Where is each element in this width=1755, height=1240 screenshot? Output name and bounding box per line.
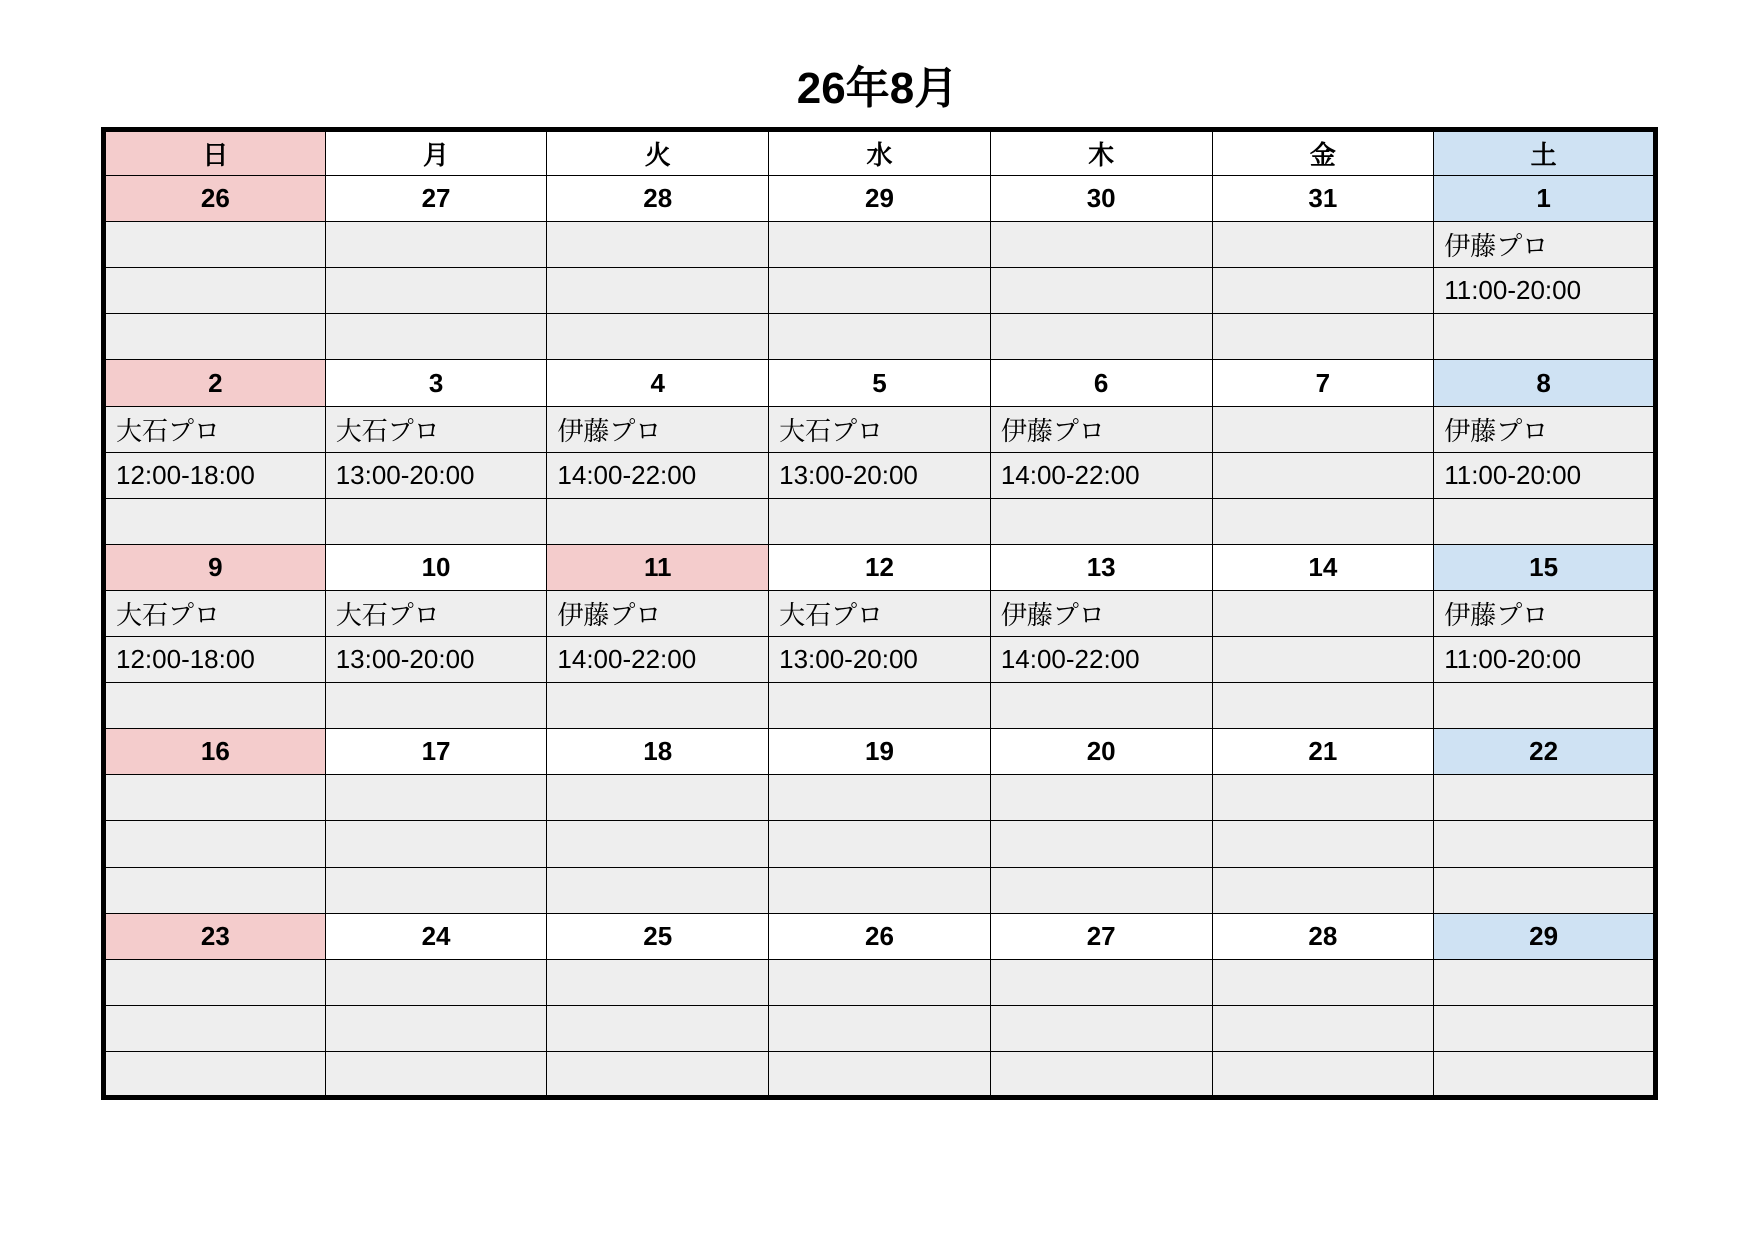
empty-slot-cell[interactable] (769, 867, 991, 913)
staff-name-cell[interactable] (1212, 959, 1434, 1005)
empty-slot-cell[interactable] (325, 867, 547, 913)
empty-slot-cell[interactable] (547, 867, 769, 913)
schedule-slot-row (104, 821, 1656, 867)
empty-slot-cell[interactable] (1212, 1051, 1434, 1097)
empty-slot-cell[interactable] (1434, 1051, 1656, 1097)
staff-name-cell[interactable] (325, 222, 547, 268)
staff-name-cell[interactable] (325, 959, 547, 1005)
date-cell[interactable]: 2 (104, 360, 326, 406)
staff-name-cell[interactable]: 伊藤プロ (547, 406, 769, 452)
staff-name-cell[interactable] (990, 775, 1212, 821)
schedule-slot-row (104, 1051, 1656, 1097)
shift-time-cell[interactable]: 11:00-20:00 (1434, 268, 1656, 314)
weekday-header-sat: 土 (1434, 130, 1656, 176)
empty-slot-cell[interactable] (104, 683, 326, 729)
staff-name-cell[interactable] (104, 222, 326, 268)
empty-slot-cell[interactable] (1434, 314, 1656, 360)
date-cell[interactable]: 18 (547, 729, 769, 775)
staff-name-cell[interactable] (1212, 590, 1434, 636)
staff-name-cell[interactable] (1212, 406, 1434, 452)
shift-time-cell[interactable]: 14:00-22:00 (990, 637, 1212, 683)
staff-name-cell[interactable]: 大石プロ (104, 590, 326, 636)
schedule-slot-row (104, 867, 1656, 913)
staff-name-cell[interactable] (1434, 775, 1656, 821)
shift-time-cell[interactable] (990, 821, 1212, 867)
staff-name-cell[interactable]: 伊藤プロ (1434, 590, 1656, 636)
empty-slot-cell[interactable] (104, 867, 326, 913)
staff-name-cell[interactable] (769, 222, 991, 268)
staff-name-cell[interactable]: 大石プロ (325, 406, 547, 452)
date-cell[interactable]: 11 (547, 544, 769, 590)
date-cell[interactable]: 26 (769, 913, 991, 959)
date-cell[interactable]: 21 (1212, 729, 1434, 775)
empty-slot-cell[interactable] (104, 1051, 326, 1097)
staff-name-cell[interactable] (1212, 775, 1434, 821)
shift-time-cell[interactable] (325, 268, 547, 314)
shift-time-cell[interactable]: 14:00-22:00 (547, 452, 769, 498)
schedule-slot-row (104, 314, 1656, 360)
empty-slot-cell[interactable] (325, 1051, 547, 1097)
staff-name-cell[interactable]: 伊藤プロ (1434, 222, 1656, 268)
schedule-slot-row (104, 775, 1656, 821)
staff-name-cell[interactable] (547, 775, 769, 821)
schedule-slot-row (104, 959, 1656, 1005)
date-row (104, 544, 1656, 590)
shift-time-cell[interactable]: 13:00-20:00 (769, 452, 991, 498)
date-row (104, 176, 1656, 222)
date-cell[interactable]: 20 (990, 729, 1212, 775)
shift-time-cell[interactable] (1212, 268, 1434, 314)
empty-slot-cell[interactable] (1434, 498, 1656, 544)
date-row (104, 729, 1656, 775)
empty-slot-cell[interactable] (1434, 683, 1656, 729)
date-cell[interactable]: 31 (1212, 176, 1434, 222)
empty-slot-cell[interactable] (104, 314, 326, 360)
staff-name-cell[interactable] (325, 775, 547, 821)
shift-time-cell[interactable]: 13:00-20:00 (325, 637, 547, 683)
schedule-slot-row (104, 637, 1656, 683)
shift-time-cell[interactable] (990, 1005, 1212, 1051)
staff-name-cell[interactable]: 伊藤プロ (547, 590, 769, 636)
empty-slot-cell[interactable] (547, 498, 769, 544)
date-cell[interactable]: 25 (547, 913, 769, 959)
empty-slot-cell[interactable] (325, 314, 547, 360)
shift-time-cell[interactable] (1212, 1005, 1434, 1051)
shift-time-cell[interactable]: 12:00-18:00 (104, 452, 326, 498)
shift-time-cell[interactable]: 14:00-22:00 (990, 452, 1212, 498)
schedule-slot-row (104, 683, 1656, 729)
date-cell[interactable]: 30 (990, 176, 1212, 222)
staff-name-cell[interactable]: 大石プロ (769, 406, 991, 452)
date-cell[interactable]: 28 (547, 176, 769, 222)
shift-time-cell[interactable] (1212, 452, 1434, 498)
shift-time-cell[interactable]: 12:00-18:00 (104, 637, 326, 683)
date-cell[interactable]: 5 (769, 360, 991, 406)
date-cell[interactable]: 3 (325, 360, 547, 406)
date-cell[interactable]: 17 (325, 729, 547, 775)
empty-slot-cell[interactable] (769, 498, 991, 544)
shift-time-cell[interactable] (547, 268, 769, 314)
shift-time-cell[interactable] (1212, 821, 1434, 867)
schedule-slot-row (104, 1005, 1656, 1051)
date-cell[interactable]: 19 (769, 729, 991, 775)
date-cell[interactable]: 26 (104, 176, 326, 222)
schedule-slot-row (104, 268, 1656, 314)
shift-time-cell[interactable]: 11:00-20:00 (1434, 452, 1656, 498)
weekday-header-mon: 月 (325, 130, 547, 176)
schedule-slot-row (104, 406, 1656, 452)
date-cell[interactable]: 9 (104, 544, 326, 590)
shift-time-cell[interactable] (325, 1005, 547, 1051)
date-cell[interactable]: 28 (1212, 913, 1434, 959)
date-cell[interactable]: 15 (1434, 544, 1656, 590)
date-row (104, 913, 1656, 959)
weekday-header-wed: 水 (769, 130, 991, 176)
date-row (104, 360, 1656, 406)
shift-time-cell[interactable]: 14:00-22:00 (547, 637, 769, 683)
date-cell[interactable]: 16 (104, 729, 326, 775)
shift-time-cell[interactable] (104, 821, 326, 867)
staff-name-cell[interactable] (547, 959, 769, 1005)
empty-slot-cell[interactable] (990, 498, 1212, 544)
shift-time-cell[interactable] (769, 268, 991, 314)
empty-slot-cell[interactable] (990, 683, 1212, 729)
shift-time-cell[interactable] (547, 1005, 769, 1051)
schedule-slot-row (104, 498, 1656, 544)
schedule-slot-row (104, 452, 1656, 498)
date-cell[interactable]: 29 (1434, 913, 1656, 959)
empty-slot-cell[interactable] (990, 314, 1212, 360)
empty-slot-cell[interactable] (769, 1051, 991, 1097)
date-cell[interactable]: 27 (325, 176, 547, 222)
date-cell[interactable]: 7 (1212, 360, 1434, 406)
staff-name-cell[interactable]: 伊藤プロ (990, 406, 1212, 452)
empty-slot-cell[interactable] (325, 683, 547, 729)
date-cell[interactable]: 27 (990, 913, 1212, 959)
date-cell[interactable]: 13 (990, 544, 1212, 590)
calendar-grid (101, 127, 1658, 1100)
shift-time-cell[interactable]: 13:00-20:00 (325, 452, 547, 498)
staff-name-cell[interactable]: 大石プロ (325, 590, 547, 636)
staff-name-cell[interactable] (990, 959, 1212, 1005)
empty-slot-cell[interactable] (1434, 867, 1656, 913)
shift-time-cell[interactable] (104, 1005, 326, 1051)
empty-slot-cell[interactable] (547, 1051, 769, 1097)
shift-time-cell[interactable] (1434, 1005, 1656, 1051)
empty-slot-cell[interactable] (547, 314, 769, 360)
staff-name-cell[interactable] (104, 775, 326, 821)
date-cell[interactable]: 14 (1212, 544, 1434, 590)
shift-time-cell[interactable]: 11:00-20:00 (1434, 637, 1656, 683)
date-cell[interactable]: 22 (1434, 729, 1656, 775)
staff-name-cell[interactable]: 伊藤プロ (1434, 406, 1656, 452)
empty-slot-cell[interactable] (547, 683, 769, 729)
date-cell[interactable]: 24 (325, 913, 547, 959)
shift-time-cell[interactable] (1434, 821, 1656, 867)
staff-name-cell[interactable]: 大石プロ (769, 590, 991, 636)
staff-name-cell[interactable] (1434, 959, 1656, 1005)
shift-time-cell[interactable] (547, 821, 769, 867)
empty-slot-cell[interactable] (769, 683, 991, 729)
empty-slot-cell[interactable] (1212, 683, 1434, 729)
shift-time-cell[interactable]: 13:00-20:00 (769, 637, 991, 683)
calendar-title: 26年8月 (796, 64, 959, 113)
date-cell[interactable]: 29 (769, 176, 991, 222)
shift-time-cell[interactable] (990, 268, 1212, 314)
shift-time-cell[interactable] (104, 268, 326, 314)
shift-time-cell[interactable] (325, 821, 547, 867)
empty-slot-cell[interactable] (769, 314, 991, 360)
weekday-header-tue: 火 (547, 130, 769, 176)
weekday-header-thu: 木 (990, 130, 1212, 176)
empty-slot-cell[interactable] (1212, 498, 1434, 544)
staff-name-cell[interactable] (769, 775, 991, 821)
shift-time-cell[interactable] (1212, 637, 1434, 683)
staff-name-cell[interactable] (1212, 222, 1434, 268)
shift-time-cell[interactable] (769, 1005, 991, 1051)
empty-slot-cell[interactable] (990, 867, 1212, 913)
shift-time-cell[interactable] (769, 821, 991, 867)
empty-slot-cell[interactable] (104, 498, 326, 544)
staff-name-cell[interactable] (104, 959, 326, 1005)
schedule-slot-row (104, 222, 1656, 268)
date-cell[interactable]: 6 (990, 360, 1212, 406)
weekday-header-sun: 日 (104, 130, 326, 176)
empty-slot-cell[interactable] (1212, 314, 1434, 360)
schedule-slot-row (104, 590, 1656, 636)
date-cell[interactable]: 10 (325, 544, 547, 590)
date-cell[interactable]: 12 (769, 544, 991, 590)
date-cell[interactable]: 4 (547, 360, 769, 406)
staff-name-cell[interactable]: 伊藤プロ (990, 590, 1212, 636)
date-cell[interactable]: 23 (104, 913, 326, 959)
empty-slot-cell[interactable] (990, 1051, 1212, 1097)
staff-name-cell[interactable] (990, 222, 1212, 268)
empty-slot-cell[interactable] (325, 498, 547, 544)
staff-name-cell[interactable] (547, 222, 769, 268)
weekday-header-fri: 金 (1212, 130, 1434, 176)
staff-name-cell[interactable]: 大石プロ (104, 406, 326, 452)
date-cell[interactable]: 8 (1434, 360, 1656, 406)
weekday-header-row (104, 130, 1656, 176)
staff-name-cell[interactable] (769, 959, 991, 1005)
date-cell[interactable]: 1 (1434, 176, 1656, 222)
empty-slot-cell[interactable] (1212, 867, 1434, 913)
